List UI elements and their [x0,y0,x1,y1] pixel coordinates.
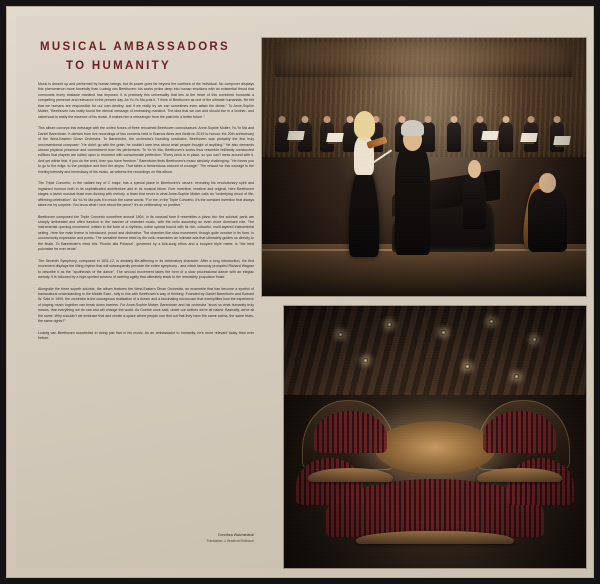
concert-hall-interior-photo [284,306,586,568]
booklet-outer-edge [6,6,594,578]
essay-text-column [38,82,254,348]
essay-translator: Translation: J. Bradford Robinson [206,539,254,543]
page-title-line-1: MUSICAL AMBASSADORS [40,41,231,53]
essay-paragraph-2: This album conveys this message with the united forces of three renowned Beethoven connoisseurs: Anne-Sophie Mutter, Yo-Yo Ma and Daniel Barenboim. It derives from live recordings of two concerts held in Buenos Aires and Berlin in 2019 to honour the 20th anniversary of the West-Eastern Divan Orchestra. To Barenboim, the orchestra's founding conductor, Beethoven was probably the first truly unconventional composer: "He didn't go with the grain; he couldn't care less about what people thought of anything." He also demands utmost physical presence and commitment from his performers. To Yo-Yo Ma, Beethoven's works thus resemble brilliantly constructed edifices that players are called upon to resurrect with consummate perfection: "Every brick is in place, so you can't mess around with it. And yet within that, if you do the work, then you have freedom." Barenboim finds Beethoven's music similarly challenging: "He forces you to go to the edge, to the precipice and then the abyss. That takes a tremendous amount of courage." The reward for this courage is the riveting intensity and immediacy of his music, as witness the recordings on this album. [38,126,254,174]
essay-signature [38,532,254,544]
essay-author: Dorothea Walchshäusl [217,533,254,537]
essay-paragraph-7: Ludwig van Beethoven succeeded in doing just that in his music. As an ambassador to humanity, he's more relevant today than ever before. [38,330,254,341]
essay-paragraph-5: The Seventh Symphony, composed in 1811-12, is similarly life-affirming in its celebratory character. After a long introduction, the first movement displays the lilting rhythm that will subsequently pervade the entire symphony - and which famously prompted Richard Wagner to describe it as the "apotheosis of the dance". The second movement takes the form of a slow processional dance with an elegiac melody. It is followed by a high-spirited scherzo of swirling agility that ultimately leads to the irresistibly propulsive finale. [38,258,254,280]
essay-paragraph-4: Beethoven composed the Triple Concerto sometime around 1804, in its unusual form it resembles a piano trio: the soloists' parts are sharply delineated and often function in the manner of chamber music, with the cello assuming an even more dominant role. The instrumental opening movement, written in the form of a rhythmic, noble upbeat bound with its rich, colourful, multi-layered instrumental writing. Here the main theme is introduced, proud and distinctive. The chamber-like slow movement, though quite concise in its form, is uncommonly expressive and poetic. The cantabile theme cited by the cello resembles an intimate aria that ultimately guides us directly to the finale. To Barenboim's mind this "Rondo alla Polacca", governed by a folk-song ethos and a buoyant triple meter, is "the best polonaise he ever wrote". [38,214,254,252]
page-title [40,38,250,76]
hall-photo-scene [284,306,586,568]
concert-photo-grain [262,38,586,296]
concert-performance-photo [262,38,586,296]
essay-paragraph-1: Music is dreamt up and performed by human beings, but its power goes far beyond the confines of the individual. No composer displays this phenomenon more forcefully than Ludwig van Beethoven: his works probe deep into human emotions with an existential thrust that surmounts every obstacle mankind has imposed. It is precisely this universality that lies at the heart of this combined humanist a compelling presence and relevance in the present day. As Yo-Yo Ma puts it, "I think of Beethoven as one of the ultimate humanists. He felt that we humans are responsible for our own destiny, and if we really try we can sometimes even attain the divine." To Anne-Sophie Mutter, "Beethoven has really found the eternal message of embracing mankind. The idea that we can and should live in a brother- and sisterhood is really the essence of his music. It makes him a messenger from the past into a better future." [38,82,254,119]
booklet-inner-page [16,16,584,568]
essay-paragraph-3: The Triple Concerto, in the radiant key of C major, has a special place in Beethoven's oeuvre, revealing his revolutionary spirit and ingrained humour both in its sophisticated architecture and in its musical idiom. Ever inventive, creative and original, here Beethoven stages a lavish musical feast ever-flowing with melody, a feast that never is what Anne-Sophie Mutter calls an "underlying mood of life-affirming celebration". As Yo-Yo Ma puts it in much the same words: "For me, in the Triple Concerto, it's the constant invention that always takes me by surprise. You know what I love about the piece? It's so celebratory, so positive." [38,181,254,208]
hall-photo-grain [284,306,586,568]
page-title-line-2: TO HUMANITY [66,60,171,72]
essay-paragraph-6: Alongside the three superb soloists, the album features the West-Eastern Divan Orchestra, an ensemble that has become a symbol of transcultural understanding in the Middle East - fully in line with Beethoven's way of thinking. Founded by Daniel Barenboim and Edward W. Said in 1999, the orchestra is the courageous realisation of a dream and a fascinating microcosm that exemplifies how the experience of playing music together can break down barriers. For Anne-Sophie Mutter, Barenboim and his orchestra "show us what humanity truly means, that everything we do can and will change the world. As Goethe once said, under our clothes we're all naked. Basically, we're all the same. Why shouldn't we embrace that and create a space where people can find out that they have the same anima, the same fears, the same rights?" [38,286,254,324]
concert-photo-scene [262,38,586,296]
